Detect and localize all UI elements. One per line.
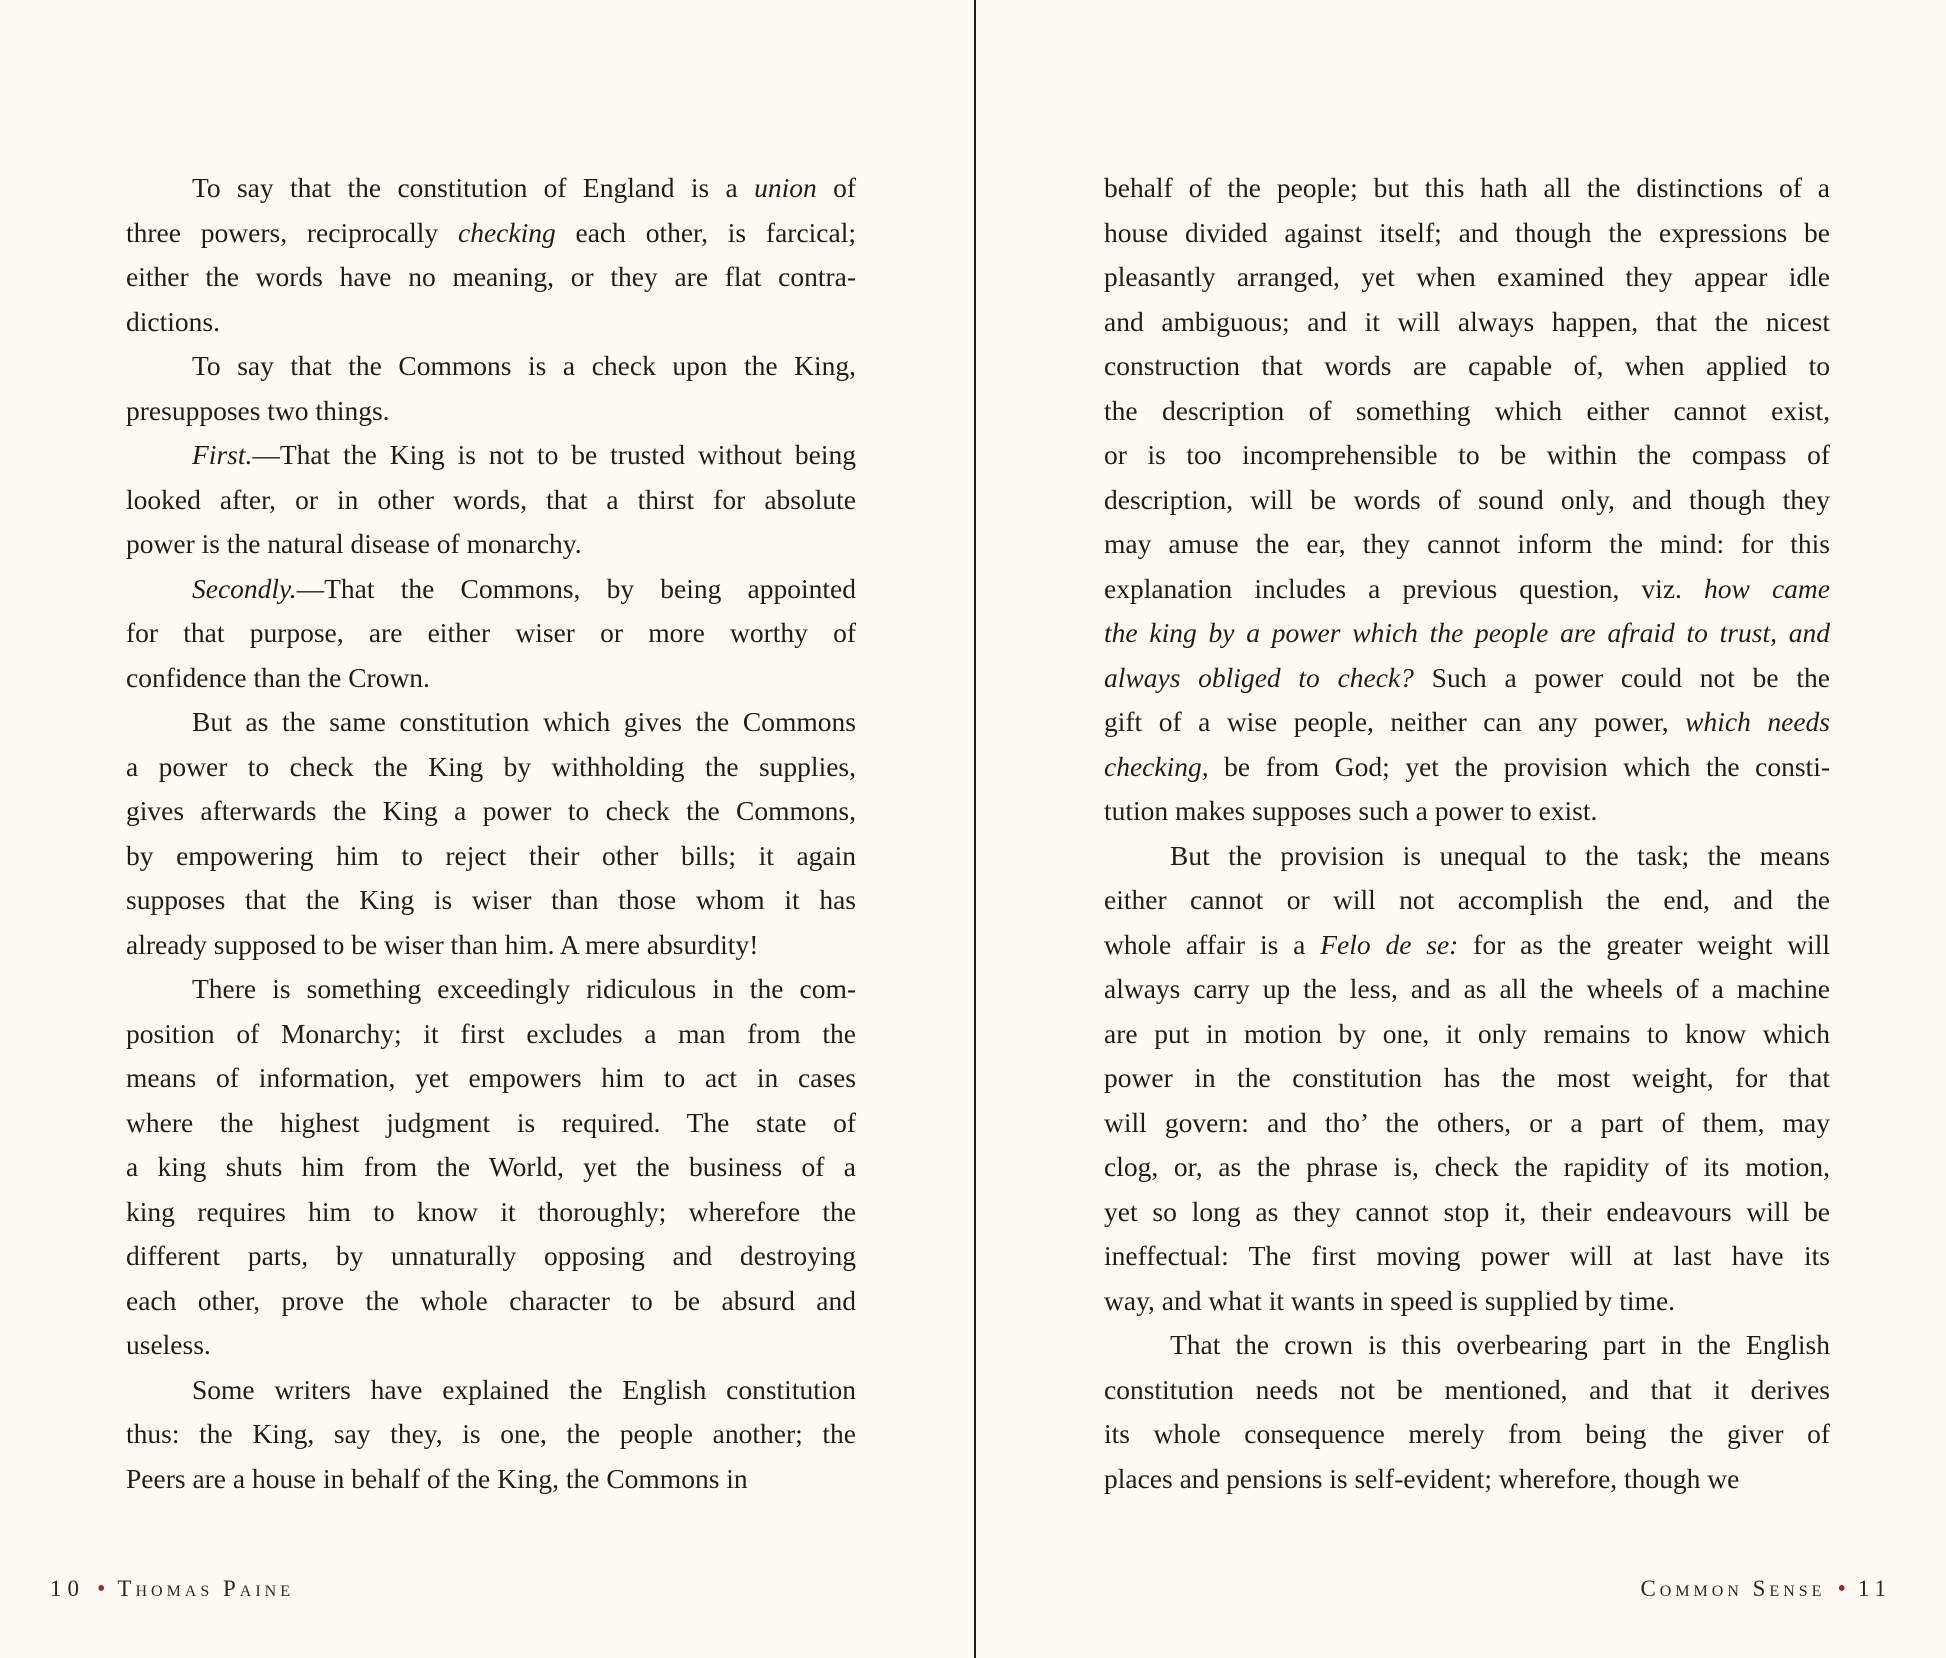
text-segment: thus: the King, say they, is one, the people another; the	[126, 1418, 856, 1449]
text-segment: be from God; yet the provision which the consti-	[1208, 750, 1830, 782]
indent-spacer	[126, 196, 192, 197]
text-segment: tution makes supposes such a power to exist.	[1104, 795, 1598, 826]
text-segment: always obliged to check?	[1104, 661, 1414, 693]
text-line	[1104, 389, 1830, 434]
text-line	[126, 1234, 856, 1279]
text-segment: gives afterwards the King a power to check the Commons,	[126, 795, 856, 826]
text-line	[1104, 1056, 1830, 1101]
text-line	[126, 1012, 856, 1057]
indent-spacer	[126, 374, 192, 375]
text-segment: useless.	[126, 1329, 211, 1360]
paragraph	[126, 433, 856, 567]
text-line	[1104, 522, 1830, 567]
text-line	[126, 255, 856, 300]
text-line	[126, 1412, 856, 1457]
text-line	[126, 211, 856, 256]
text-segment: the description of something which either cannot exist,	[1104, 394, 1830, 426]
indent-spacer	[1104, 864, 1170, 865]
paragraph	[1104, 1323, 1830, 1501]
paragraph	[126, 166, 856, 344]
text-segment: behalf of the people; but this hath all the distinctions of a	[1104, 172, 1830, 203]
text-line	[126, 1056, 856, 1101]
text-line	[1104, 967, 1830, 1012]
text-segment: construction that words are capable of, when applied to	[1104, 350, 1830, 381]
text-segment: Felo de se:	[1320, 928, 1459, 960]
text-line	[1104, 1145, 1830, 1190]
text-segment: a power to check the King by withholding the supplies,	[126, 750, 856, 782]
paragraph	[126, 700, 856, 967]
text-line	[126, 166, 856, 211]
text-segment: three powers, reciprocally	[126, 216, 458, 248]
text-segment: power is the natural disease of monarchy.	[126, 528, 582, 559]
text-segment: each other, is farcical;	[555, 216, 856, 248]
indent-spacer	[126, 730, 192, 731]
text-line	[126, 1368, 856, 1413]
text-line	[1104, 211, 1830, 256]
author-running-head: Thomas Paine	[117, 1576, 294, 1601]
paragraph	[126, 344, 856, 433]
text-segment: yet so long as they cannot stop it, their endeavours will be	[1104, 1195, 1830, 1227]
text-line	[1104, 745, 1830, 790]
text-line	[126, 344, 856, 389]
text-line	[126, 834, 856, 879]
text-segment: where the highest judgment is required. The state of	[126, 1106, 856, 1138]
paragraph	[126, 967, 856, 1368]
indent-spacer	[126, 997, 192, 998]
text-line	[126, 1190, 856, 1235]
text-segment: Peers are a house in behalf of the King, the Commons in	[126, 1462, 748, 1494]
text-segment: will govern: and tho’ the others, or a part of them, may	[1104, 1106, 1830, 1138]
text-segment: explanation includes a previous question, viz.	[1104, 572, 1705, 604]
text-segment: either cannot or will not accomplish the end, and the	[1104, 884, 1830, 915]
text-segment: union	[754, 172, 817, 203]
text-line	[1104, 567, 1830, 612]
text-segment: —That the King is not to be trusted without being	[252, 439, 856, 470]
text-segment: checking	[458, 216, 556, 248]
text-line	[1104, 1234, 1830, 1279]
title-running-head: Common Sense	[1640, 1576, 1826, 1601]
text-line	[126, 656, 856, 701]
paragraph	[1104, 834, 1830, 1324]
text-segment: house divided against itself; and though the expressions be	[1104, 216, 1830, 248]
text-segment: or is too incomprehensible to be within the compass of	[1104, 439, 1830, 470]
text-line	[1104, 700, 1830, 745]
text-segment: confidence than the Crown.	[126, 661, 430, 693]
text-segment: Such a power could not be the	[1413, 661, 1831, 693]
right-page-footer	[1640, 1576, 1892, 1603]
text-line	[126, 522, 856, 567]
text-segment: its whole consequence merely from being the giver of	[1104, 1418, 1830, 1449]
text-line	[126, 1279, 856, 1324]
text-segment: presupposes two things.	[126, 394, 390, 426]
text-line	[1104, 1368, 1830, 1413]
text-line	[126, 611, 856, 656]
text-segment: That the crown is this overbearing part in the English	[1170, 1329, 1830, 1360]
text-segment: either the words have no meaning, or they are flat contra-	[126, 261, 856, 292]
text-segment: clog, or, as the phrase is, check the rapidity of its motion,	[1104, 1151, 1830, 1182]
text-segment: for that purpose, are either wiser or more worthy of	[126, 617, 856, 648]
left-page-text	[126, 166, 856, 1501]
text-line	[126, 300, 856, 345]
text-line	[1104, 344, 1830, 389]
text-line	[1104, 1412, 1830, 1457]
text-segment: —That the Commons, by being appointed	[296, 572, 856, 604]
text-segment: way, and what it wants in speed is supplied by time.	[1104, 1284, 1676, 1316]
text-line	[126, 923, 856, 968]
right-page-number: 11	[1857, 1576, 1892, 1601]
paragraph	[126, 1368, 856, 1502]
text-line	[126, 1145, 856, 1190]
text-line	[1104, 433, 1830, 478]
text-line	[1104, 878, 1830, 923]
text-segment: position of Monarchy; it first excludes a man from the	[126, 1017, 856, 1049]
text-line	[1104, 166, 1830, 211]
text-line	[126, 567, 856, 612]
text-segment: power in the constitution has the most weight, for that	[1104, 1062, 1830, 1093]
text-segment: which needs	[1685, 706, 1830, 737]
text-segment: checking,	[1104, 750, 1209, 782]
text-line	[1104, 789, 1830, 834]
text-segment: looked after, or in other words, that a thirst for absolute	[126, 483, 856, 515]
text-segment: each other, prove the whole character to be absurd and	[126, 1284, 856, 1316]
text-segment: Some writers have explained the English constitution	[192, 1373, 856, 1405]
text-line	[1104, 1101, 1830, 1146]
text-line	[126, 478, 856, 523]
paragraph	[1104, 166, 1830, 834]
text-segment: constitution needs not be mentioned, and that it derives	[1104, 1373, 1830, 1405]
text-segment: a king shuts him from the World, yet the business of a	[126, 1151, 856, 1182]
text-segment: always carry up the less, and as all the wheels of a machine	[1104, 973, 1830, 1004]
text-line	[126, 967, 856, 1012]
text-line	[1104, 478, 1830, 523]
footer-bullet: •	[1837, 1576, 1846, 1602]
text-line	[126, 1457, 856, 1502]
text-segment: for as the greater weight will	[1458, 928, 1830, 960]
text-line	[126, 1323, 856, 1368]
text-segment: dictions.	[126, 305, 220, 337]
text-segment: already supposed to be wiser than him. A mere absurdity!	[126, 928, 759, 960]
text-line	[126, 789, 856, 834]
text-segment: But as the same constitution which gives the Commons	[192, 706, 856, 737]
text-segment: means of information, yet empowers him to act in cases	[126, 1062, 856, 1093]
right-page-text	[1104, 166, 1830, 1501]
text-segment: how came	[1704, 572, 1830, 604]
left-page-footer	[50, 1576, 294, 1603]
text-line	[1104, 834, 1830, 879]
page-divider	[974, 0, 976, 1658]
text-segment: different parts, by unnaturally opposing and destroying	[126, 1240, 856, 1271]
text-line	[1104, 656, 1830, 701]
text-segment: First.	[192, 439, 253, 470]
text-line	[1104, 1012, 1830, 1057]
text-line	[126, 700, 856, 745]
text-line	[1104, 611, 1830, 656]
text-segment: king requires him to know it thoroughly; wherefore the	[126, 1195, 856, 1227]
text-line	[1104, 1279, 1830, 1324]
text-segment: places and pensions is self-evident; wherefore, though we	[1104, 1462, 1740, 1494]
paragraph	[126, 567, 856, 701]
footer-bullet: •	[97, 1576, 106, 1602]
left-page-number: 10	[50, 1576, 85, 1601]
indent-spacer	[126, 1398, 192, 1399]
text-segment: are put in motion by one, it only remains to know which	[1104, 1017, 1830, 1049]
text-segment: gift of a wise people, neither can any power,	[1104, 706, 1686, 737]
text-line	[126, 389, 856, 434]
indent-spacer	[126, 597, 192, 598]
text-segment: pleasantly arranged, yet when examined they appear idle	[1104, 261, 1830, 292]
text-line	[1104, 923, 1830, 968]
text-segment: There is something exceedingly ridiculous in the com-	[192, 973, 856, 1004]
indent-spacer	[126, 463, 192, 464]
text-segment: whole affair is a	[1104, 928, 1321, 960]
text-segment: of	[816, 172, 856, 203]
text-segment: and ambiguous; and it will always happen, that the nicest	[1104, 305, 1830, 337]
text-line	[126, 878, 856, 923]
text-line	[1104, 1323, 1830, 1368]
text-line	[1104, 255, 1830, 300]
indent-spacer	[1104, 1353, 1170, 1354]
text-line	[126, 1101, 856, 1146]
text-segment: by empowering him to reject their other bills; it again	[126, 839, 856, 871]
text-line	[126, 745, 856, 790]
text-segment: supposes that the King is wiser than those whom it has	[126, 884, 856, 915]
text-segment: the king by a power which the people are afraid to trust, and	[1104, 617, 1830, 648]
text-line	[1104, 1190, 1830, 1235]
text-line	[126, 433, 856, 478]
text-segment: description, will be words of sound only, and though they	[1104, 483, 1830, 515]
text-line	[1104, 1457, 1830, 1502]
text-segment: Secondly.	[192, 572, 297, 604]
text-segment: ineffectual: The first moving power will at last have its	[1104, 1240, 1830, 1271]
text-segment: may amuse the ear, they cannot inform the mind: for this	[1104, 528, 1830, 559]
text-segment: To say that the Commons is a check upon the King,	[192, 350, 856, 381]
text-line	[1104, 300, 1830, 345]
text-segment: But the provision is unequal to the task; the means	[1170, 839, 1830, 871]
text-segment: To say that the constitution of England is a	[192, 172, 755, 203]
